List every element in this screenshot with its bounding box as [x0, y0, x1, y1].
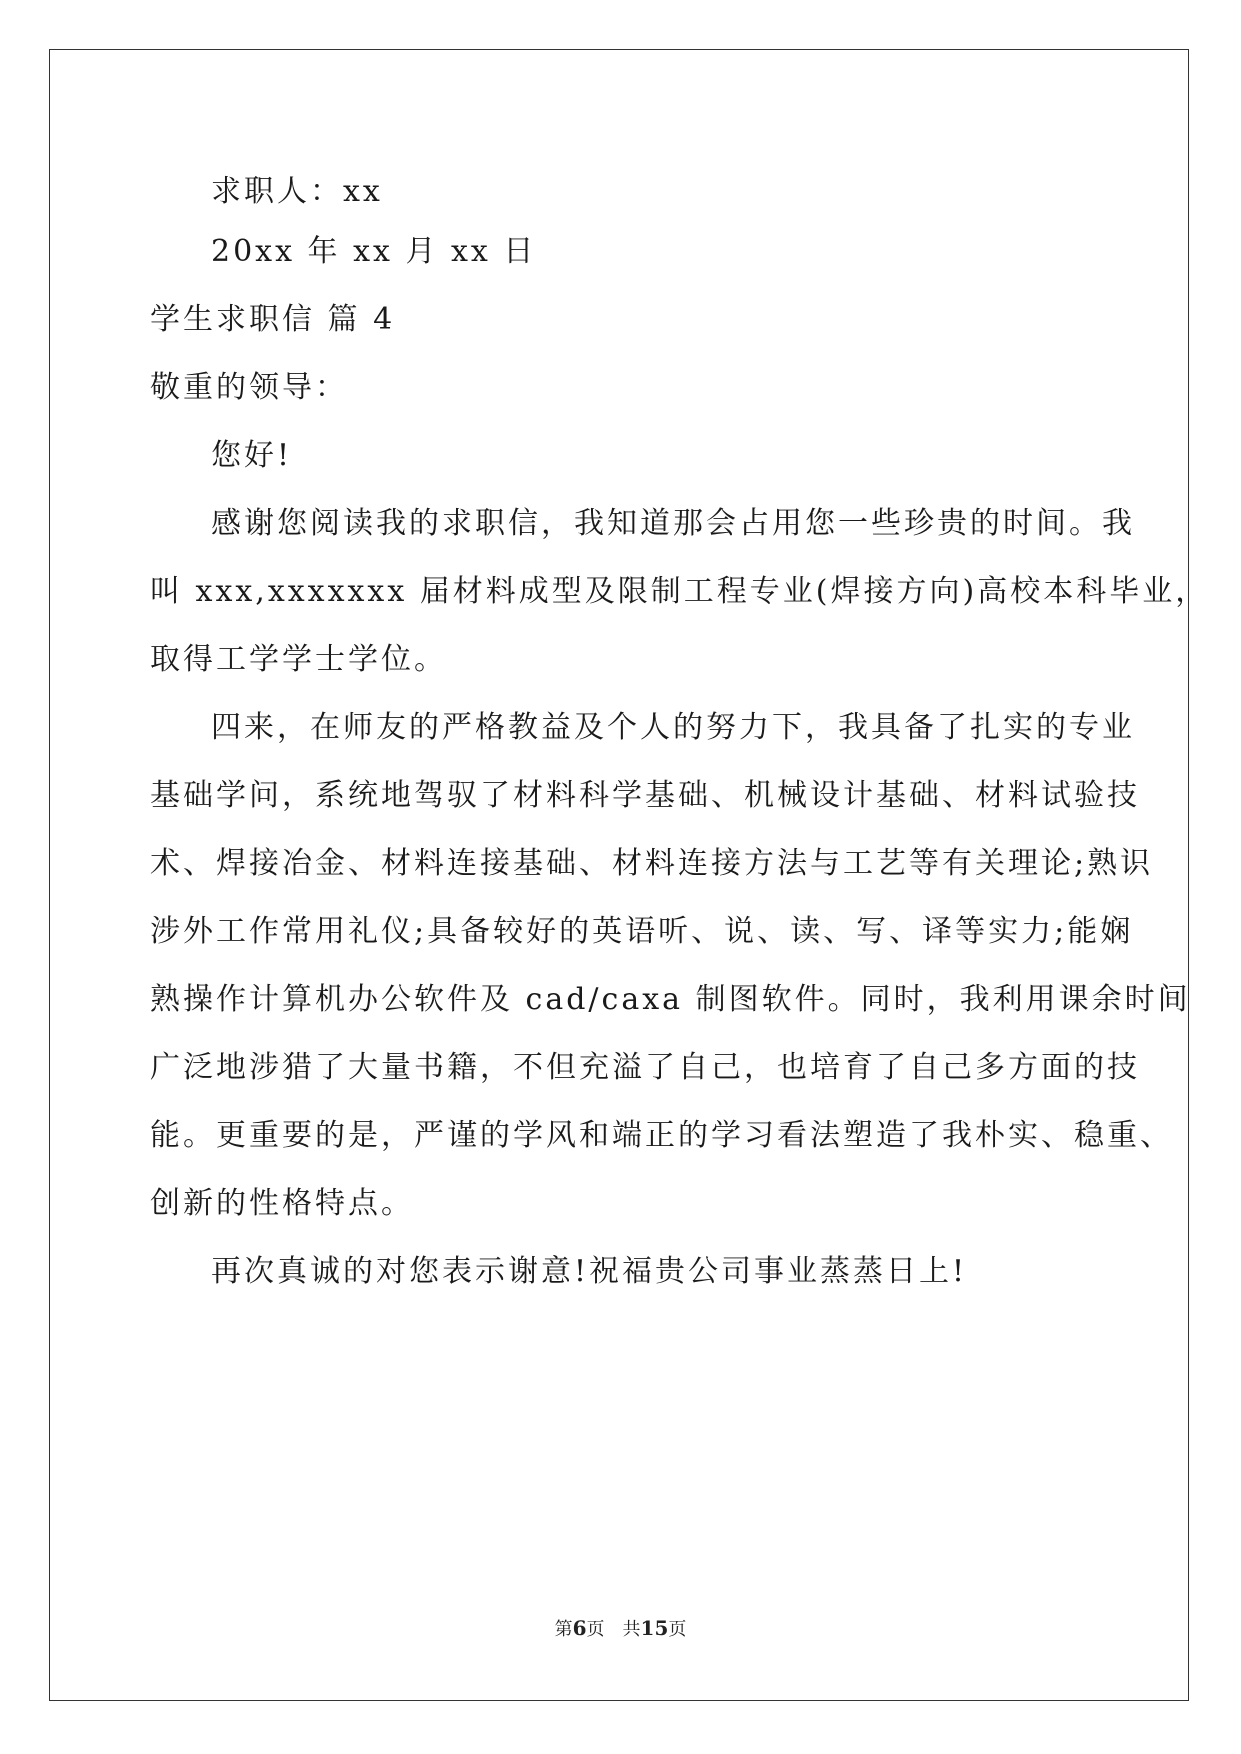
paragraph-2-line-4: 涉外工作常用礼仪;具备较好的英语听、说、读、写、译等实力;能娴: [150, 914, 1134, 949]
paragraph-1-line-3: 取得工学学士学位。: [150, 642, 447, 677]
paragraph-2-line-5: 熟操作计算机办公软件及 cad/caxa 制图软件。同时，我利用课余时间: [150, 982, 1191, 1017]
page-footer: [0, 1616, 1241, 1642]
paragraph-1-line-1: 感谢您阅读我的求职信，我知道那会占用您一些珍贵的时间。我: [211, 506, 1135, 541]
total-suffix: 页: [668, 1619, 687, 1640]
section-heading: 学生求职信 篇 4: [150, 302, 396, 337]
paragraph-2-line-7: 能。更重要的是，严谨的学风和端正的学习看法塑造了我朴实、稳重、: [150, 1118, 1173, 1153]
paragraph-2-line-8: 创新的性格特点。: [150, 1186, 414, 1221]
salutation: 敬重的领导：: [150, 370, 348, 405]
page-total: 15: [640, 1616, 669, 1640]
paragraph-2-line-2: 基础学问，系统地驾驭了材料科学基础、机械设计基础、材料试验技: [150, 778, 1140, 813]
applicant-signature: 求职人：xx: [211, 174, 383, 209]
paragraph-1-line-2: 叫 xxx,xxxxxxx 届材料成型及限制工程专业(焊接方向)高校本科毕业，: [150, 574, 1209, 609]
total-prefix: 共: [622, 1619, 641, 1640]
page-current: 6: [572, 1616, 587, 1640]
paragraph-2-line-6: 广泛地涉猎了大量书籍，不但充溢了自己，也培育了自己多方面的技: [150, 1050, 1140, 1085]
greeting: 您好!: [211, 438, 293, 473]
closing-line: 再次真诚的对您表示谢意!祝福贵公司事业蒸蒸日上!: [211, 1254, 968, 1289]
page-suffix: 页: [586, 1619, 605, 1640]
paragraph-2-line-1: 四来，在师友的严格教益及个人的努力下，我具备了扎实的专业: [211, 710, 1135, 745]
page-prefix: 第: [554, 1619, 573, 1640]
date-line: 20xx 年 xx 月 xx 日: [211, 234, 537, 269]
paragraph-2-line-3: 术、焊接冶金、材料连接基础、材料连接方法与工艺等有关理论;熟识: [150, 846, 1154, 881]
